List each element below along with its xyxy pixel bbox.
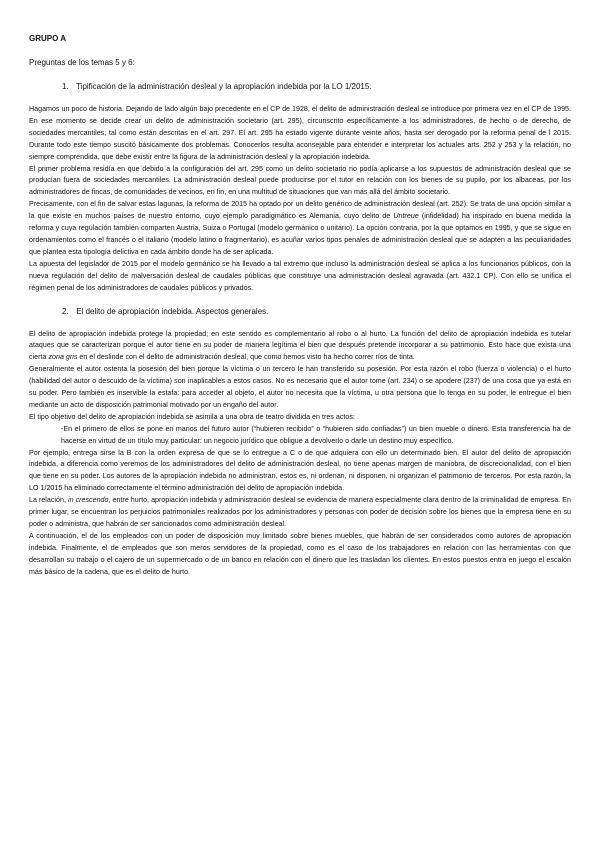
paragraph-7: El tipo objetivo del delito de apropiación indebida se asimila a una obra de teatro dividida en tres actos: <box>29 412 355 421</box>
paragraph-9: Por ejemplo, entrega sirse la B con la orden expresa de que se lo entregue a C o de que adquiera con ello un determinado bien. El autor del delito de apropiación indebida, a diferencia como veremos de los administradores del delito de administración desleal, no tiene apenas margen de maniobra, de discrecionalidad, con el bien que tiene en su poder. Los autores de la apropiación indebida no administran, estos es, ni ordenan, ni disponen, ni organizan el patrimonio de terceros. Por esta razón, la LO 1/2015 ha eliminado correctamente el término administración del delito de apropiación indebida. <box>29 448 571 493</box>
paragraph-2: El primer problema residía en que debido a la configuración del art. 295 como un delito societario no podía aplicarse a los supuestos de administración desleal que se producían fuera de sociedades mercantiles. La administración desleal puede producirse por el tutor en relación con los bienes de su pupilo, por los albaceas, por los administradores de fincas, de comunidades de vecinos, en fin, en una multitud de situaciones que van más allá del ámbito societario. <box>29 164 571 197</box>
question-2-title: El delito de apropiación indebida. Aspectos generales. <box>76 306 269 316</box>
emphasis-untreue: Untreue <box>393 212 419 221</box>
paragraph-4: La apuesta del legislador de 2015 por el modelo germánico se ha llevado a tal extremo que incluso la administración desleal se aplica a los funcionarios públicos, con la nueva regulación del delito de malversación desleal de caudales públicas que constituye una administración desleal agravada (art. 432.1 CP). Con ello se unifica el régimen penal de los administradores de caudales públicos y privados. <box>29 259 571 292</box>
paragraph-1: Hagamos un poco de historia. Dejando de lado algún bajo precedente en el CP de 1928, el delito de administración desleal se introduce por primera vez en el CP de 1995. En ese momento se decide crear un delito de administración societario (art. 295), circunscrito específicamente a los administradores, de hecho o de derecho, de sociedades mercantiles, tal como están descritas en el art. 297. El art. 295 ha estado vigente durante veinte años, hasta ser derogado por la reforma penal de l 2015. Durante todo este tiempo suscitó básicamente dos problemas. Conocerlos resulta aconsejable para entender e interpretar los actuales arts. 252 y 253 y la relación, no siempre comprendida, que debe existir entre la figura de la administración desleal y la apropiación indebida. <box>29 105 571 161</box>
paragraph-11: A continuación, el de los empleados con un poder de disposición muy limitado sobre bienes muebles, que habrán de ser considerados como autores de apropiación indebida. Finalmente, el de empleados que son meros servidores de la propiedad, como es el caso de los trabajadores en relación con las herramientas con que desarrollan su trabajo o el cajero de un supermercado o de un banco en relación con el dinero que les trasladan los clientes. En estos puestos entra en juego el escalón más básico de la cadena, que es el delito de hurto. <box>29 531 571 576</box>
question-1-title: Tipificación de la administración desleal y la apropiación indebida por la LO 1/2015. <box>76 82 372 91</box>
paragraph-3: Precisamente, con el fin de salvar estas lagunas, la reforma de 2015 ha optado por un delito genérico de administración desleal (art. 252). Se trata de una opción similar a la que existe en muchos países de nuestro entorno, cuyo ejemplo paradigmático es Alemania, cuyo delito de Untreue (infidelidad) ha inspirado en buena medida la reforma y cuya regulación también comparten Austria, Suiza o Portugal (modelo germánico o unitario). La opción contraria, por la que optamos en 1995, y que se sigue en ordenamientos como el francés o el italiano (modelo latino o fragmentario), es acuñar varios tipos penales de administración desleal que se adapten a las peculiaridades que plantea esta tipología delictiva en cada ámbito donde ha de ser aplicada. <box>29 200 571 256</box>
paragraph-6: Generalmente el autor ostenta la posesión del bien porque la víctima o un tercero le han transferido su posesión. Por esta razón el robo (fuerza o violencia) o el hurto (habilidad del autor o descuido de la víctima) son inaplicables a estos casos. No es necesario que el autor tome (art. 234) o se apodere (237) de una cosa que ya está en su poder. Pero también es inservible la estafa: para acceder al objeto, el autor no necesita que la víctima, u otra persona que lo tenga en su poder, le entregue el bien mediante un acto de disposición patrimonial motivado por un engaño del autor. <box>29 365 571 409</box>
question-2-number: 2. <box>62 306 69 316</box>
group-heading: GRUPO A <box>29 34 67 43</box>
paragraph-10: La relación, in crescendo, entre hurto, apropiación indebida y administración desleal se evidencia de manera especialmente clara dentro de la criminalidad de empresa. En primer lugar, se encuentran los perjuicios patrimoniales realizados por los administradores y personas con poder de decisión sobre los bienes que la empresa tiene en su poder o administra, que habrán de ser sancionados como administración desleal. <box>29 496 572 528</box>
paragraph-8-bullet: -En el primero de ellos se pone en manos del futuro autor (“hubieren recibido” o “hubieren sido confiadas”) un bien mueble o dinero. Esta transferencia ha de hacerse en virtud de un título muy particular: un negocio jurídico que obligue a devolverlo o darle un destino muy específico. <box>61 424 571 445</box>
paragraph-5: El delito de apropiación indebida protege la propiedad; en este sentido es complementario al robo o al hurto. La función del delito de apropiación indebida es tutelar ataques que se caracterizan porque el autor tiene en su poder de manera legítima el bien que después pretende incorporar a su patrimonio. Esto hace que exista una cierta zona gris en el deslinde con el delito de administración desleal, que como hemos visto ha hecho correr ríos de tinta. <box>29 329 571 362</box>
question-2-heading <box>29 307 571 317</box>
emphasis-in-crescendo: in crescendo <box>67 496 109 505</box>
questions-intro: Preguntas de los temas 5 y 6: <box>29 58 135 67</box>
question-1-heading <box>29 82 571 92</box>
emphasis-zona-gris: zona gris <box>48 353 78 362</box>
question-1-number: 1. <box>62 82 69 91</box>
